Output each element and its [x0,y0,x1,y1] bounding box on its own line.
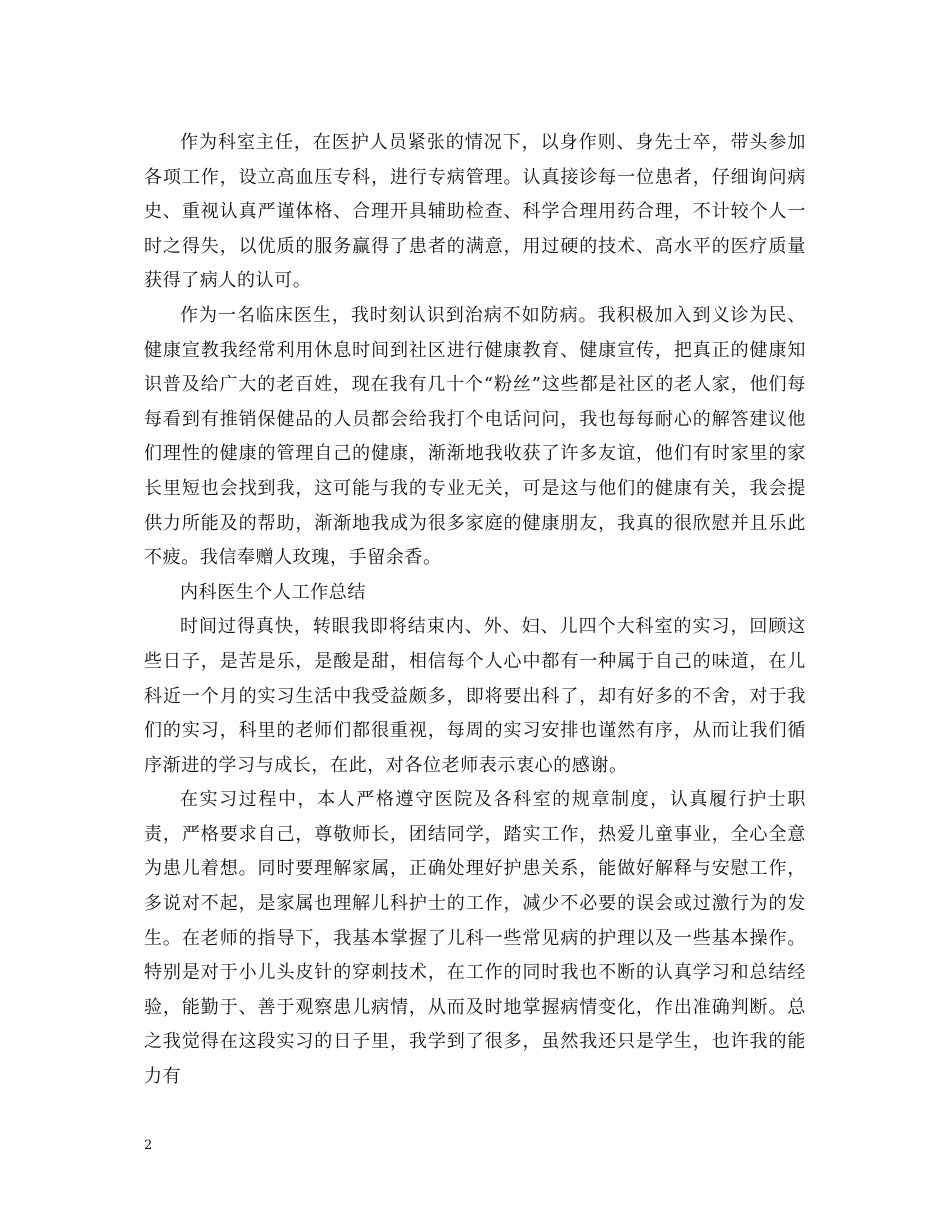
paragraph-department-head: 作为科室主任，在医护人员紧张的情况下，以身作则、身先士卒，带头参加各项工作，设立高血压专科，进行专病管理。认真接诊每一位患者，仔细询问病史、重视认真严谨体格、合理开具辅助检查、科学合理用药合理，不计较个人一时之得失，以优质的服务赢得了患者的满意，用过硬的技术、高水平的医疗质量获得了病人的认可。 [144,132,806,292]
document-body [144,126,806,1095]
section-heading: 内科医生个人工作总结 [180,581,366,603]
page-number: 2 [144,1138,153,1153]
paragraph-clinical-doctor: 作为一名临床医生，我时刻认识到治病不如防病。我积极加入到义诊为民、健康宣教我经常利用休息时间到社区进行健康教育、健康宣传，把真正的健康知识普及给广大的老百姓，现在我有几十个“粉丝”这些都是社区的老人家，他们每每看到有推销保健品的人员都会给我打个电话问问，我也每每耐心的解答建议他们理性的健康的管理自己的健康，渐渐地我收获了许多友谊，他们有时家里的家长里短也会找到我，这可能与我的专业无关，可是这与他们的健康有关，我会提供力所能及的帮助，渐渐地我成为很多家庭的健康朋友，我真的很欣慰并且乐此不疲。我信奉赠人玫瑰，手留余香。 [144,304,806,569]
paragraph-internship-intro: 时间过得真快，转眼我即将结束内、外、妇、儿四个大科室的实习，回顾这些日子，是苦是乐，是酸是甜，相信每个人心中都有一种属于自己的味道，在儿科近一个月的实习生活中我受益颇多，即将要出科了，却有好多的不舍，对于我们的实习，科里的老师们都很重视，每周的实习安排也谨然有序，从而让我们循序渐进的学习与成长，在此，对各位老师表示衷心的感谢。 [144,616,806,776]
paragraph-internship-process: 在实习过程中，本人严格遵守医院及各科室的规章制度，认真履行护士职责，严格要求自己，尊敬师长，团结同学，踏实工作，热爱儿童事业，全心全意为患儿着想。同时要理解家属，正确处理好护患关系，能做好解释与安慰工作，多说对不起，是家属也理解儿科护士的工作，减少不必要的误会或过激行为的发生。在老师的指导下，我基本掌握了儿科一些常见病的护理以及一些基本操作。特别是对于小儿头皮针的穿刺技术，在工作的同时我也不断的认真学习和总结经验，能勤于、善于观察患儿病情，从而及时地掌握病情变化，作出准确判断。总之我觉得在这段实习的日子里，我学到了很多，虽然我还只是学生，也许我的能力有 [144,789,806,1088]
